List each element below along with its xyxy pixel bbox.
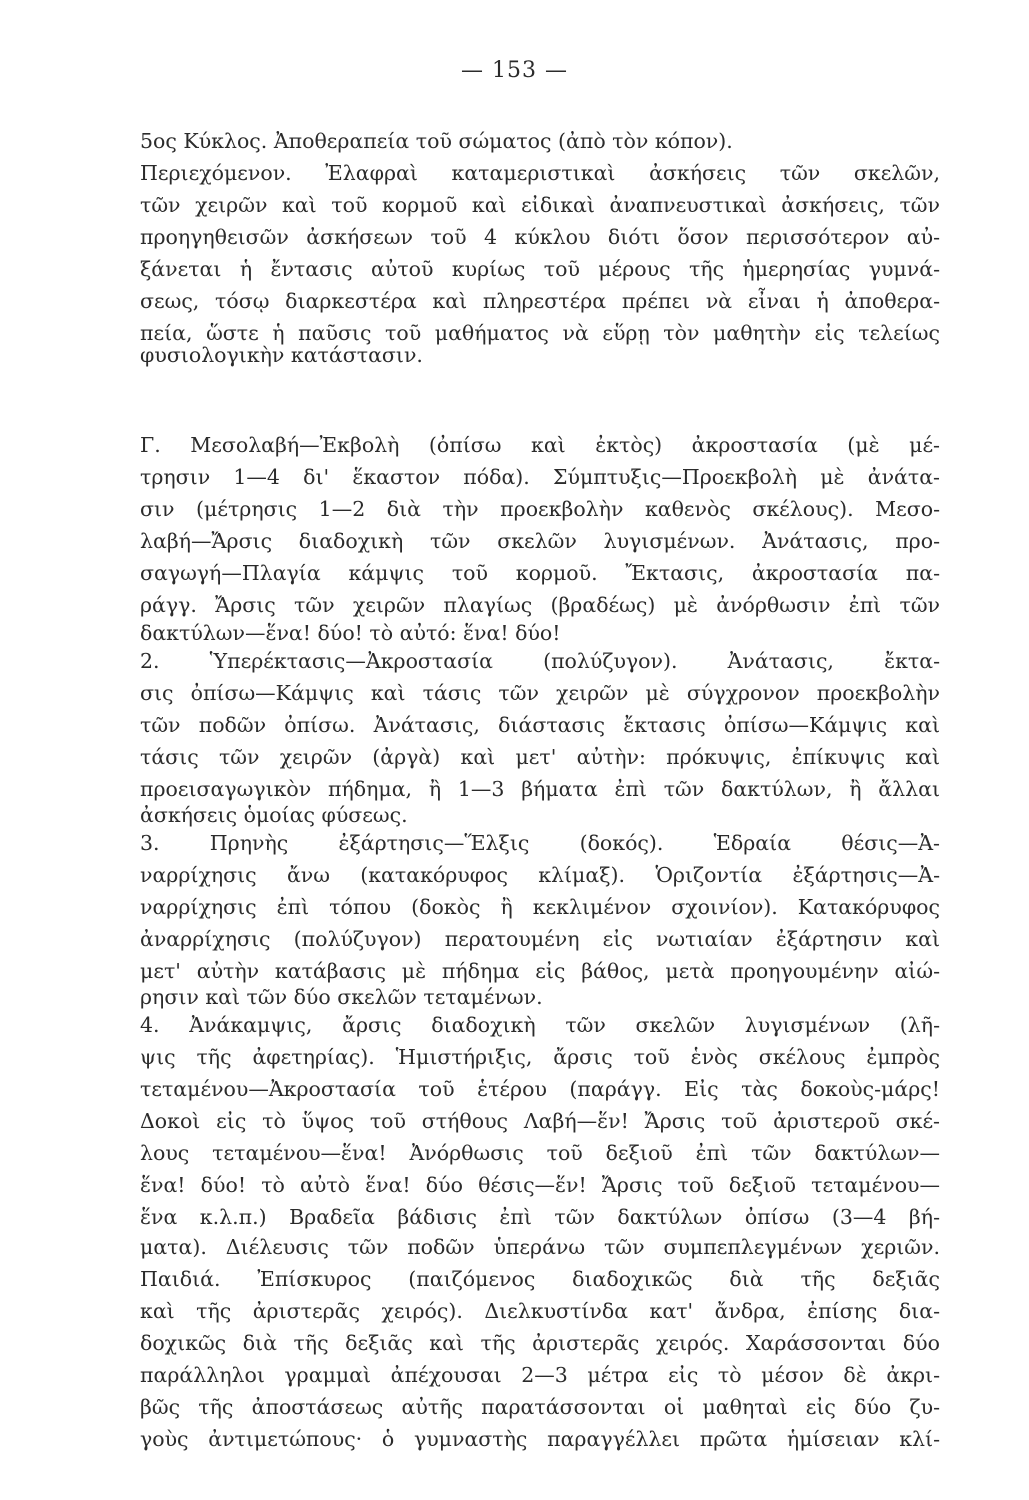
- section-gamma-start: Γ. Μεσολαβή—Ἐκβολὴ (ὀπίσω καὶ ἐκτὸς) ἀκροστασία (μὲ μέ-: [140, 433, 940, 457]
- text-line: ἕνα κ.λ.π.) Βραδεῖα βάδισις ἐπὶ τῶν δακτύλων ὀπίσω (3—4 βή-: [140, 1205, 940, 1229]
- text-line: ναρρίχησις ἄνω (κατακόρυφος κλίμαξ). Ὁριζοντία ἐξάρτησις—Ἀ-: [140, 863, 940, 887]
- text-line: ἕνα! δύο! τὸ αὐτὸ ἕνα! δύο θέσις—ἕν! Ἄρσις τοῦ δεξιοῦ τεταμένου—: [140, 1173, 940, 1197]
- text-line: ματα). Διέλευσις τῶν ποδῶν ὑπεράνω τῶν συμπεπλεγμένων χεριῶν.: [140, 1235, 940, 1259]
- text-line: Περιεχόμενον. Ἐλαφραὶ καταμεριστικαὶ ἀσκήσεις τῶν σκελῶν,: [140, 161, 940, 185]
- text-line: τῶν χειρῶν καὶ τοῦ κορμοῦ καὶ εἰδικαὶ ἀναπνευστικαὶ ἀσκήσεις, τῶν: [140, 193, 940, 217]
- text-line: ἀσκήσεις ὁμοίας φύσεως.: [140, 803, 408, 827]
- text-line: προηγηθεισῶν ἀσκήσεων τοῦ 4 κύκλου διότι ὅσον περισσότερον αὐ-: [140, 225, 940, 249]
- text-line: φυσιολογικὴν κατάστασιν.: [140, 343, 423, 367]
- item-3-start: 3. Πρηνὴς ἐξάρτησις—Ἕλξις (δοκός). Ἑδραία θέσις—Ἀ-: [140, 831, 940, 855]
- text-line: ράγγ. Ἄρσις τῶν χειρῶν πλαγίως (βραδέως) μὲ ἀνόρθωσιν ἐπὶ τῶν: [140, 593, 940, 617]
- item-2-start: 2. Ὑπερέκτασις—Ἀκροστασία (πολύζυγον). Ἀνάτασις, ἔκτα-: [140, 649, 940, 673]
- text-line: ναρρίχησις ἐπὶ τόπου (δοκὸς ἢ κεκλιμένον σχοινίον). Κατακόρυφος: [140, 895, 940, 919]
- text-line: λαβή—Ἄρσις διαδοχικὴ τῶν σκελῶν λυγισμένων. Ἀνάτασις, προ-: [140, 529, 940, 553]
- text-line: γοὺς ἀντιμετώπους· ὁ γυμναστὴς παραγγέλλει πρῶτα ἡμίσειαν κλί-: [140, 1427, 940, 1451]
- text-line: ψις τῆς ἀφετηρίας). Ἡμιστήριξις, ἄρσις τοῦ ἑνὸς σκέλους ἐμπρὸς: [140, 1045, 940, 1069]
- text-line: δακτύλων—ἕνα! δύο! τὸ αὐτό: ἕνα! δύο!: [140, 621, 561, 645]
- text-line: τάσις τῶν χειρῶν (ἀργὰ) καὶ μετ' αὐτὴν: πρόκυψις, ἐπίκυψις καὶ: [140, 745, 940, 769]
- text-line: προεισαγωγικὸν πήδημα, ἢ 1—3 βήματα ἐπὶ τῶν δακτύλων, ἢ ἄλλαι: [140, 777, 940, 801]
- text-line: σαγωγή—Πλαγία κάμψις τοῦ κορμοῦ. Ἔκτασις, ἀκροστασία πα-: [140, 561, 940, 585]
- text-line: καὶ τῆς ἀριστερᾶς χειρός). Διελκυστίνδα κατ' ἄνδρα, ἐπίσης δια-: [140, 1299, 940, 1323]
- text-line: τρησιν 1—4 δι' ἕκαστον πόδα). Σύμπτυξις—Προεκβολὴ μὲ ἀνάτα-: [140, 465, 940, 489]
- text-line: ξάνεται ἡ ἔντασις αὐτοῦ κυρίως τοῦ μέρους τῆς ἡμερησίας γυμνά-: [140, 257, 940, 281]
- text-line: Δοκοὶ εἰς τὸ ὕψος τοῦ στήθους Λαβή—ἕν! Ἄρσις τοῦ ἀριστεροῦ σκέ-: [140, 1109, 940, 1133]
- game-paragraph-start: Παιδιά. Ἐπίσκυρος (παιζόμενος διαδοχικῶς διὰ τῆς δεξιᾶς: [140, 1267, 940, 1291]
- text-line: ἀναρρίχησις (πολύζυγον) περατουμένη εἰς νωτιαίαν ἐξάρτησιν καὶ: [140, 927, 940, 951]
- text-line: λους τεταμένου—ἕνα! Ἀνόρθωσις τοῦ δεξιοῦ ἐπὶ τῶν δακτύλων—: [140, 1141, 940, 1165]
- text-line: μετ' αὐτὴν κατάβασις μὲ πήδημα εἰς βάθος, μετὰ προηγουμένην αἰώ-: [140, 959, 940, 983]
- text-line: τῶν ποδῶν ὀπίσω. Ἀνάτασις, διάστασις ἔκτασις ὀπίσω—Κάμψις καὶ: [140, 713, 940, 737]
- text-line: παράλληλοι γραμμαὶ ἀπέχουσαι 2—3 μέτρα εἰς τὸ μέσον δὲ ἀκρι-: [140, 1363, 940, 1387]
- text-line: σιν (μέτρησις 1—2 διὰ τὴν προεκβολὴν καθενὸς σκέλους). Μεσο-: [140, 497, 940, 521]
- text-line: σεως, τόσῳ διαρκεστέρα καὶ πληρεστέρα πρέπει νὰ εἶναι ἡ ἀποθερα-: [140, 289, 940, 313]
- text-line: δοχικῶς διὰ τῆς δεξιᾶς καὶ τῆς ἀριστερᾶς χειρός. Χαράσσονται δύο: [140, 1331, 940, 1355]
- cycle-heading: 5ος Κύκλος. Ἀποθεραπεία τοῦ σώματος (ἀπὸ τὸν κόπον).: [140, 129, 733, 153]
- text-line: ρησιν καὶ τῶν δύο σκελῶν τεταμένων.: [140, 985, 543, 1009]
- text-line: πεία, ὥστε ἡ παῦσις τοῦ μαθήματος νὰ εὕρῃ τὸν μαθητὴν εἰς τελείως: [140, 321, 940, 345]
- text-line: βῶς τῆς ἀποστάσεως αὐτῆς παρατάσσονται οἱ μαθηταὶ εἰς δύο ζυ-: [140, 1395, 940, 1419]
- text-line: σις ὀπίσω—Κάμψις καὶ τάσις τῶν χειρῶν μὲ σύγχρονον προεκβολὴν: [140, 681, 940, 705]
- text-line: τεταμένου—Ἀκροστασία τοῦ ἑτέρου (παράγγ. Εἰς τὰς δοκοὺς-μάρς!: [140, 1077, 940, 1101]
- item-4-start: 4. Ἀνάκαμψις, ἄρσις διαδοχικὴ τῶν σκελῶν λυγισμένων (λῆ-: [140, 1013, 940, 1037]
- page-number: — 153 —: [461, 58, 568, 83]
